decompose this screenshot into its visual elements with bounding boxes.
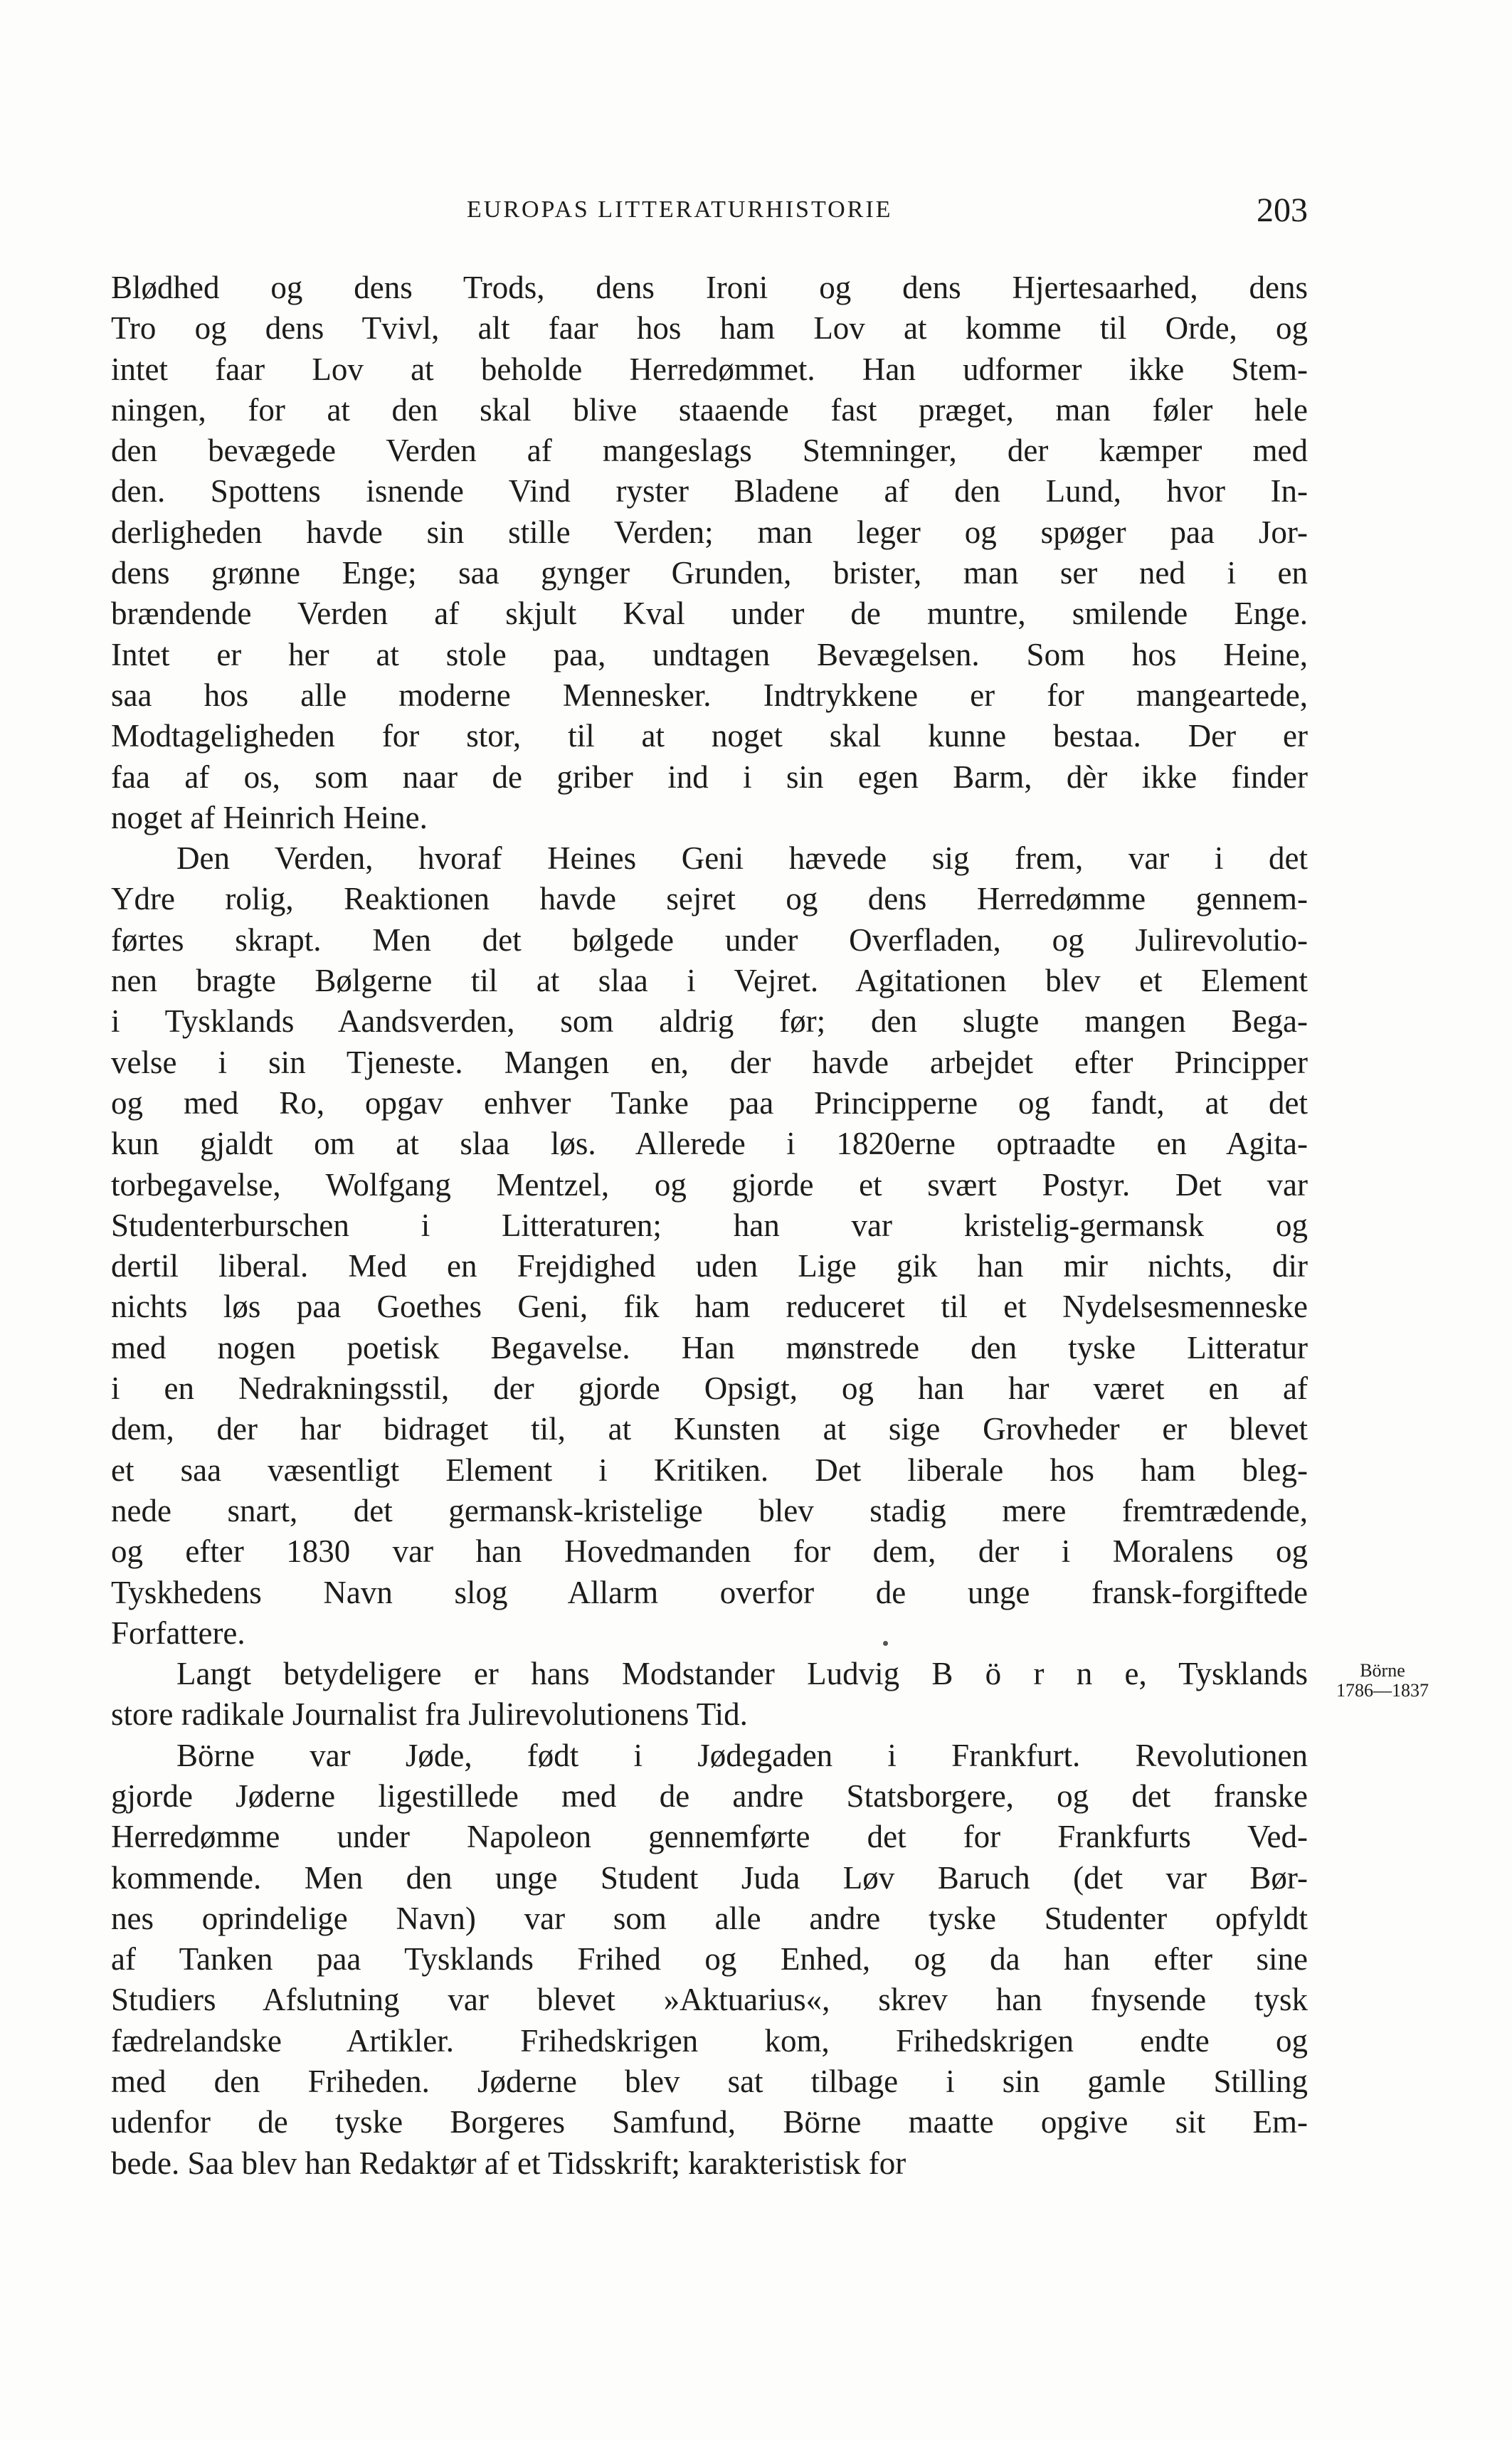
text-line: kun gjaldt om at slaa løs. Allerede i 1820erne optraadte en Agita-	[111, 1126, 1308, 1162]
text-line: og efter 1830 var han Hovedmanden for dem, der i Moralens og	[111, 1533, 1308, 1570]
paragraph	[111, 838, 1308, 1654]
text-line: Modtageligheden for stor, til at noget skal kunne bestaa. Der er	[111, 718, 1308, 754]
text-line: saa hos alle moderne Mennesker. Indtrykkene er for mangeartede,	[111, 677, 1308, 713]
text-line: den bevægede Verden af mangeslags Stemninger, der kæmper med	[111, 433, 1308, 469]
text-line: udenfor de tyske Borgeres Samfund, Börne maatte opgive sit Em-	[111, 2104, 1308, 2140]
page-header	[111, 191, 1308, 233]
text-line: nen bragte Bølgerne til at slaa i Vejret. Agitationen blev et Element	[111, 963, 1308, 999]
text-line: nes oprindelige Navn) var som alle andre tyske Studenter opfyldt	[111, 1900, 1308, 1936]
paragraph	[111, 1654, 1308, 1736]
text-line: ningen, for at den skal blive staaende fast præget, man føler hele	[111, 391, 1308, 428]
text-line: nichts løs paa Goethes Geni, fik ham reduceret til et Nydelsesmenneske	[111, 1289, 1308, 1325]
text-line: Intet er her at stole paa, undtagen Bevægelsen. Som hos Heine,	[111, 636, 1308, 672]
text-line: torbegavelse, Wolfgang Mentzel, og gjorde et svært Postyr. Det var	[111, 1166, 1308, 1203]
text-line: Blødhed og dens Trods, dens Ironi og dens Hjertesaarhed, dens	[111, 270, 1308, 305]
text-line: gjorde Jøderne ligestillede med de andre Statsborgere, og det franske	[111, 1778, 1308, 1814]
margin-note-name: Börne	[1360, 1660, 1405, 1681]
running-title: EUROPAS LITTERATURHISTORIE	[467, 196, 893, 223]
text-line: Ydre rolig, Reaktionen havde sejret og dens Herredømme gennem-	[111, 881, 1308, 917]
text-line: store radikale Journalist fra Julirevolutionens Tid.	[111, 1696, 748, 1733]
text-line: af Tanken paa Tysklands Frihed og Enhed, og da han efter sine	[111, 1941, 1308, 1977]
text-line: intet faar Lov at beholde Herredømmet. Han udformer ikke Stem-	[111, 351, 1308, 387]
margin-note	[1322, 1661, 1443, 1701]
text-line: Tyskhedens Navn slog Allarm overfor de unge fransk-forgiftede	[111, 1574, 1308, 1610]
text-line: nede snart, det germansk-kristelige blev stadig mere fremtrædende,	[111, 1492, 1308, 1528]
text-line: fædrelandske Artikler. Frihedskrigen kom, Frihedskrigen endte og	[111, 2022, 1308, 2059]
text-line: et saa væsentligt Element i Kritiken. Det liberale hos ham bleg-	[111, 1452, 1308, 1488]
text-line: dem, der har bidraget til, at Kunsten at sige Grovheder er blevet	[111, 1411, 1308, 1447]
text-line: Studiers Afslutning var blevet »Aktuarius«, skrev han fnysende tysk	[111, 1982, 1308, 2018]
text-line: Börne var Jøde, født i Jødegaden i Frankfurt. Revolutionen	[176, 1737, 1308, 1773]
text-line: noget af Heinrich Heine.	[111, 799, 428, 835]
text-line: Herredømme under Napoleon gennemførte det for Frankfurts Ved-	[111, 1819, 1308, 1855]
text-line: brændende Verden af skjult Kval under de muntre, smilende Enge.	[111, 596, 1308, 632]
text-line: dens grønne Enge; saa gynger Grunden, brister, man ser ned i en	[111, 555, 1308, 591]
page-number: 203	[1257, 191, 1308, 229]
text-line: Studenterburschen i Litteraturen; han var kristelig-germansk og	[111, 1207, 1308, 1243]
text-line: den. Spottens isnende Vind ryster Bladene af den Lund, hvor In-	[111, 473, 1308, 509]
text-line: faa af os, som naar de griber ind i sin egen Barm, dèr ikke finder	[111, 759, 1308, 795]
text-line: med den Friheden. Jøderne blev sat tilbage i sin gamle Stilling	[111, 2064, 1308, 2100]
text-line: kommende. Men den unge Student Juda Løv Baruch (det var Bør-	[111, 1859, 1308, 1896]
ink-speck	[883, 1641, 888, 1646]
text-line: i Tysklands Aandsverden, som aldrig før; den slugte mangen Bega-	[111, 1003, 1308, 1040]
body-text	[111, 268, 1308, 2184]
paragraph	[111, 1736, 1308, 2184]
text-line: førtes skrapt. Men det bølgede under Overfladen, og Julirevolutio-	[111, 921, 1308, 958]
text-line: Tro og dens Tvivl, alt faar hos ham Lov at komme til Orde, og	[111, 310, 1308, 347]
text-line: Langt betydeligere er hans Modstander Ludvig B ö r n e, Tysklands	[176, 1656, 1308, 1692]
text-line: i en Nedrakningsstil, der gjorde Opsigt, og han har været en af	[111, 1370, 1308, 1407]
text-line: derligheden havde sin stille Verden; man leger og spøger paa Jor-	[111, 514, 1308, 550]
text-line: Den Verden, hvoraf Heines Geni hævede sig frem, var i det	[176, 840, 1308, 877]
margin-note-years: 1786—1837	[1336, 1680, 1429, 1701]
text-line: Forfattere.	[111, 1615, 245, 1651]
text-line: med nogen poetisk Begavelse. Han mønstrede den tyske Litteratur	[111, 1329, 1308, 1366]
text-line: velse i sin Tjeneste. Mangen en, der havde arbejdet efter Principper	[111, 1044, 1308, 1080]
text-line: og med Ro, opgav enhver Tanke paa Principperne og fandt, at det	[111, 1084, 1308, 1121]
text-line: bede. Saa blev han Redaktør af et Tidsskrift; karakteristisk for	[111, 2145, 906, 2181]
text-line: dertil liberal. Med en Frejdighed uden Lige gik han mir nichts, dir	[111, 1248, 1308, 1284]
paragraph	[111, 268, 1308, 838]
